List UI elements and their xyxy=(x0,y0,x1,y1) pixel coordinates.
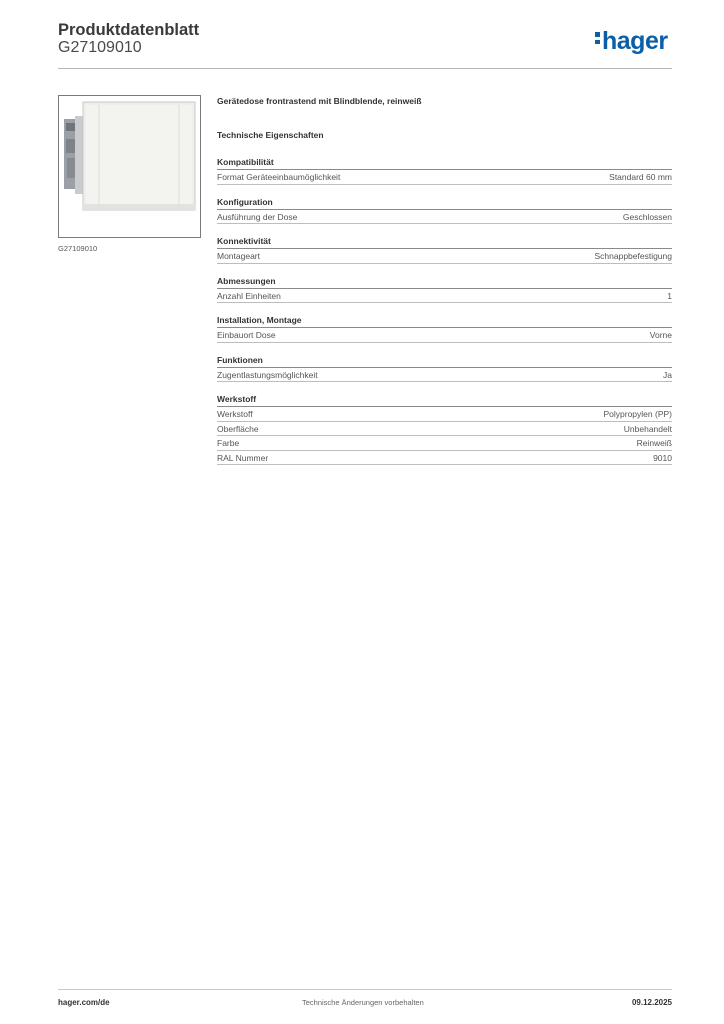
property-value: Standard 60 mm xyxy=(609,172,672,182)
document-title: Produktdatenblatt xyxy=(58,21,200,39)
group-kompatibilitaet xyxy=(217,156,672,185)
property-row xyxy=(217,422,672,437)
property-row xyxy=(217,328,672,343)
property-value: Geschlossen xyxy=(622,211,672,222)
property-label: Einbauort Dose xyxy=(217,330,276,340)
hager-logo xyxy=(595,27,668,56)
group-werkstoff xyxy=(217,393,672,465)
property-row xyxy=(217,451,672,466)
footer-date: 09.12.2025 xyxy=(631,998,672,1007)
group-heading: Konnektivität xyxy=(217,235,672,249)
property-label: Montageart xyxy=(217,251,260,261)
property-label: Werkstoff xyxy=(217,409,253,419)
property-label: Oberfläche xyxy=(217,423,259,434)
property-value: Schnappbefestigung xyxy=(594,251,672,261)
group-installation xyxy=(217,314,672,343)
property-row xyxy=(217,436,672,451)
property-value: Ja xyxy=(663,369,672,380)
image-caption: G27109010 xyxy=(58,244,98,253)
property-value: Reinweiß xyxy=(636,438,672,448)
group-heading: Konfiguration xyxy=(217,196,672,210)
group-heading: Kompatibilität xyxy=(217,156,672,170)
group-heading: Installation, Montage xyxy=(217,314,672,328)
property-row xyxy=(217,368,672,383)
property-label: Format Geräteeinbaumöglichkeit xyxy=(217,172,341,182)
group-funktionen xyxy=(217,354,672,383)
property-value: Vorne xyxy=(649,330,672,340)
footer-divider xyxy=(58,989,672,990)
group-abmessungen xyxy=(217,275,672,304)
group-konnektivitaet xyxy=(217,235,672,264)
properties-table xyxy=(217,156,672,476)
property-label: Ausführung der Dose xyxy=(217,211,298,222)
property-value: Unbehandelt xyxy=(623,423,672,434)
group-konfiguration xyxy=(217,196,672,225)
property-value: 1 xyxy=(667,290,672,301)
header-divider xyxy=(58,68,672,69)
footer-website[interactable]: hager.com/de xyxy=(58,998,110,1007)
section-heading: Technische Eigenschaften xyxy=(217,130,324,140)
group-heading: Funktionen xyxy=(217,354,672,368)
logo-text: hager xyxy=(602,27,668,55)
device-box-icon xyxy=(59,96,200,237)
property-label: RAL Nummer xyxy=(217,452,269,463)
property-value: 9010 xyxy=(653,452,672,463)
footer-note: Technische Änderungen vorbehalten xyxy=(302,998,424,1007)
product-description: Gerätedose frontrastend mit Blindblende, reinweiß xyxy=(217,96,422,106)
property-row xyxy=(217,249,672,264)
property-row xyxy=(217,407,672,422)
property-label: Farbe xyxy=(217,438,240,448)
property-label: Anzahl Einheiten xyxy=(217,290,281,301)
property-row xyxy=(217,289,672,304)
group-heading: Werkstoff xyxy=(217,393,672,407)
group-heading: Abmessungen xyxy=(217,275,672,289)
property-row xyxy=(217,210,672,225)
product-image xyxy=(58,95,201,238)
article-number: G27109010 xyxy=(58,39,142,56)
property-value: Polypropylen (PP) xyxy=(603,409,672,419)
logo-dots-icon xyxy=(595,29,600,47)
property-row xyxy=(217,170,672,185)
property-label: Zugentlastungsmöglichkeit xyxy=(217,369,318,380)
